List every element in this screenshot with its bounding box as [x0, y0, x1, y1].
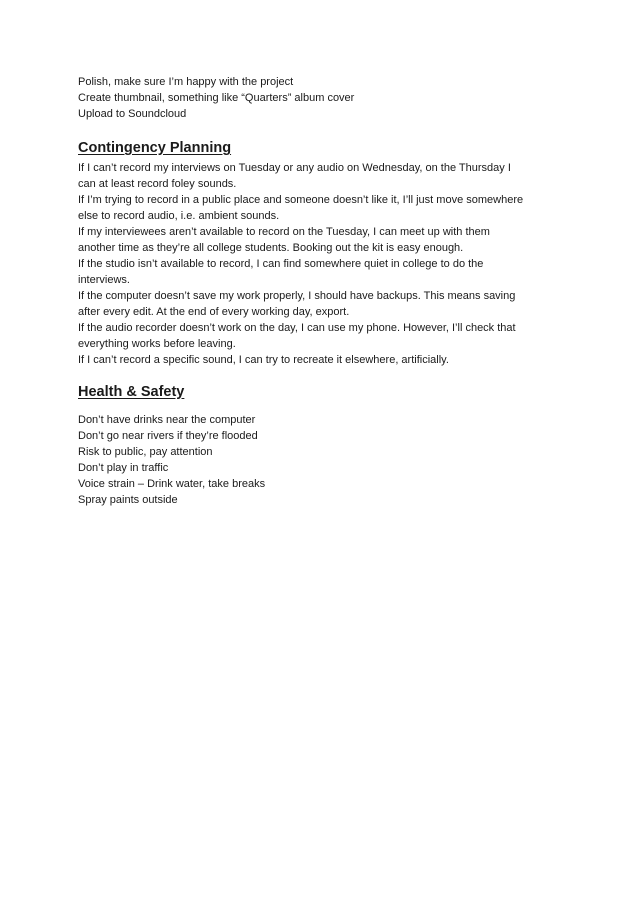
health-safety-line: Don’t play in traffic	[78, 462, 169, 474]
contingency-line: If the studio isn’t available to record, I can find somewhere quiet in college to do the	[78, 258, 484, 270]
health-safety-line: Risk to public, pay attention	[78, 446, 213, 458]
task-line: Polish, make sure I’m happy with the project	[78, 76, 294, 88]
health-safety-line: Don’t go near rivers if they’re flooded	[78, 430, 258, 442]
contingency-heading: Contingency Planning	[78, 140, 232, 156]
contingency-line: else to record audio, i.e. ambient sounds.	[78, 210, 280, 222]
contingency-line: If I can’t record my interviews on Tuesday or any audio on Wednesday, on the Thursday I	[78, 162, 511, 174]
task-line: Create thumbnail, something like “Quarters” album cover	[78, 92, 355, 104]
contingency-line: after every edit. At the end of every working day, export.	[78, 306, 350, 318]
contingency-line: If I can’t record a specific sound, I can try to recreate it elsewhere, artificially.	[78, 354, 449, 366]
contingency-line: If the audio recorder doesn’t work on the day, I can use my phone. However, I’ll check that	[78, 322, 516, 334]
contingency-line: everything works before leaving.	[78, 338, 236, 350]
contingency-line: interviews.	[78, 274, 130, 286]
health-safety-line: Voice strain – Drink water, take breaks	[78, 478, 266, 490]
task-list	[78, 74, 578, 122]
health-safety-line: Spray paints outside	[78, 494, 178, 506]
contingency-line: another time as they’re all college students. Booking out the kit is easy enough.	[78, 242, 464, 254]
document-body	[78, 74, 578, 508]
health-safety-heading: Health & Safety	[78, 384, 185, 400]
health-safety-line: Don’t have drinks near the computer	[78, 414, 256, 426]
contingency-line: If I’m trying to record in a public place and someone doesn’t like it, I’ll just move somewhere	[78, 194, 524, 206]
contingency-line: can at least record foley sounds.	[78, 178, 237, 190]
contingency-line: If the computer doesn’t save my work properly, I should have backups. This means saving	[78, 290, 516, 302]
task-line: Upload to Soundcloud	[78, 108, 187, 120]
contingency-line: If my interviewees aren’t available to record on the Tuesday, I can meet up with them	[78, 226, 490, 238]
health-safety-section	[78, 412, 578, 508]
contingency-section	[78, 160, 578, 368]
